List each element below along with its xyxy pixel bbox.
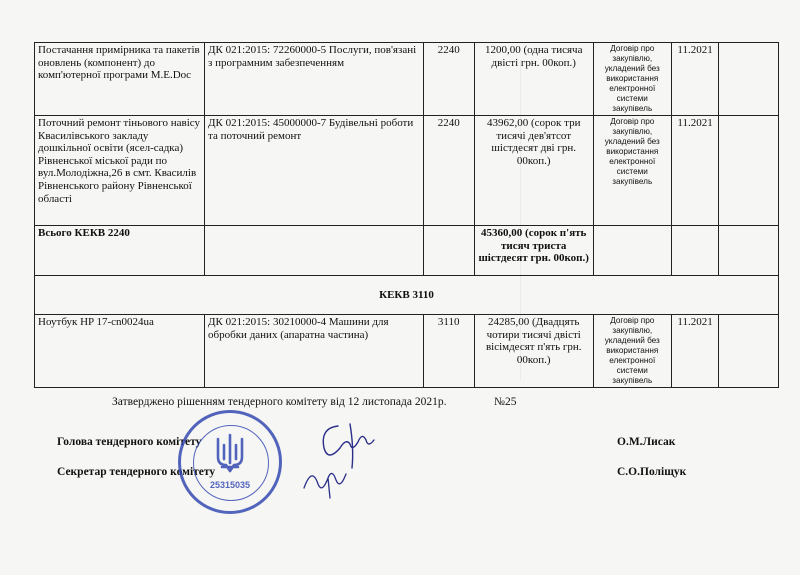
procurement-table [34, 42, 779, 388]
item-name: Ноутбук HP 17-cn0024ua [35, 315, 205, 388]
table-row [35, 116, 779, 226]
section-row [35, 276, 779, 315]
item-name: Постачання примірника та пакетів оновлень (компонент) до комп'ютерної програми M.E.Doc [35, 43, 205, 116]
start-date: 11.2021 [671, 315, 719, 388]
secretary-name: С.О.Поліщук [617, 466, 687, 478]
head-name: О.М.Лисак [617, 436, 676, 448]
cpv-code: ДК 021:2015: 45000000-7 Будівельні роботи та поточний ремонт [205, 116, 424, 226]
total-label: Всього КЕКВ 2240 [35, 226, 205, 276]
empty-cell [423, 226, 474, 276]
total-row [35, 226, 779, 276]
start-date: 11.2021 [671, 116, 719, 226]
decision-number: №25 [494, 396, 517, 408]
head-label: Голова тендерного комітету [57, 436, 202, 448]
trident-icon [214, 433, 246, 475]
empty-cell [205, 226, 424, 276]
expected-cost: 1200,00 (одна тисяча двісті грн. 00коп.) [474, 43, 593, 116]
item-name: Поточний ремонт тіньового навісу Квасилівського закладу дошкільної освіти (ясел-садка) Рівненської міської ради по вул.Молодіжна,26 в смт. Квасилів Рівненського району Рівненської області [35, 116, 205, 226]
procurement-procedure: Договір про закупівлю, укладений без використання електронної системи закупівель [593, 315, 671, 388]
approval-line [112, 396, 517, 408]
cpv-code: ДК 021:2015: 72260000-5 Послуги, пов'язані з програмним забезпеченням [205, 43, 424, 116]
secretary-label: Секретар тендерного комітету [57, 466, 216, 478]
kekv-code: 2240 [423, 43, 474, 116]
table-row [35, 43, 779, 116]
procurement-procedure: Договір про закупівлю, укладений без використання електронної системи закупівель [593, 43, 671, 116]
procurement-procedure: Договір про закупівлю, укладений без використання електронної системи закупівель [593, 116, 671, 226]
note-cell [719, 116, 779, 226]
section-title: КЕКВ 3110 [35, 276, 779, 315]
approval-text: Затверджено рішенням тендерного комітету від 12 листопада 2021р. [112, 396, 447, 408]
expected-cost: 24285,00 (Двадцять чотири тисячі двісті вісімдесят п'ять грн. 00коп.) [474, 315, 593, 388]
empty-cell [719, 226, 779, 276]
note-cell [719, 315, 779, 388]
start-date: 11.2021 [671, 43, 719, 116]
cpv-code: ДК 021:2015: 30210000-4 Машини для обробки даних (апаратна частина) [205, 315, 424, 388]
official-stamp [178, 410, 282, 514]
table-row [35, 315, 779, 388]
kekv-code: 3110 [423, 315, 474, 388]
note-cell [719, 43, 779, 116]
empty-cell [593, 226, 671, 276]
stamp-code: 25315035 [209, 480, 251, 490]
kekv-code: 2240 [423, 116, 474, 226]
secretary-signature [298, 460, 358, 500]
empty-cell [671, 226, 719, 276]
total-sum: 45360,00 (сорок п'ять тисяч триста шістдесят грн. 00коп.) [474, 226, 593, 276]
expected-cost: 43962,00 (сорок три тисячі дев'ятсот шістдесят дві грн. 00коп.) [474, 116, 593, 226]
